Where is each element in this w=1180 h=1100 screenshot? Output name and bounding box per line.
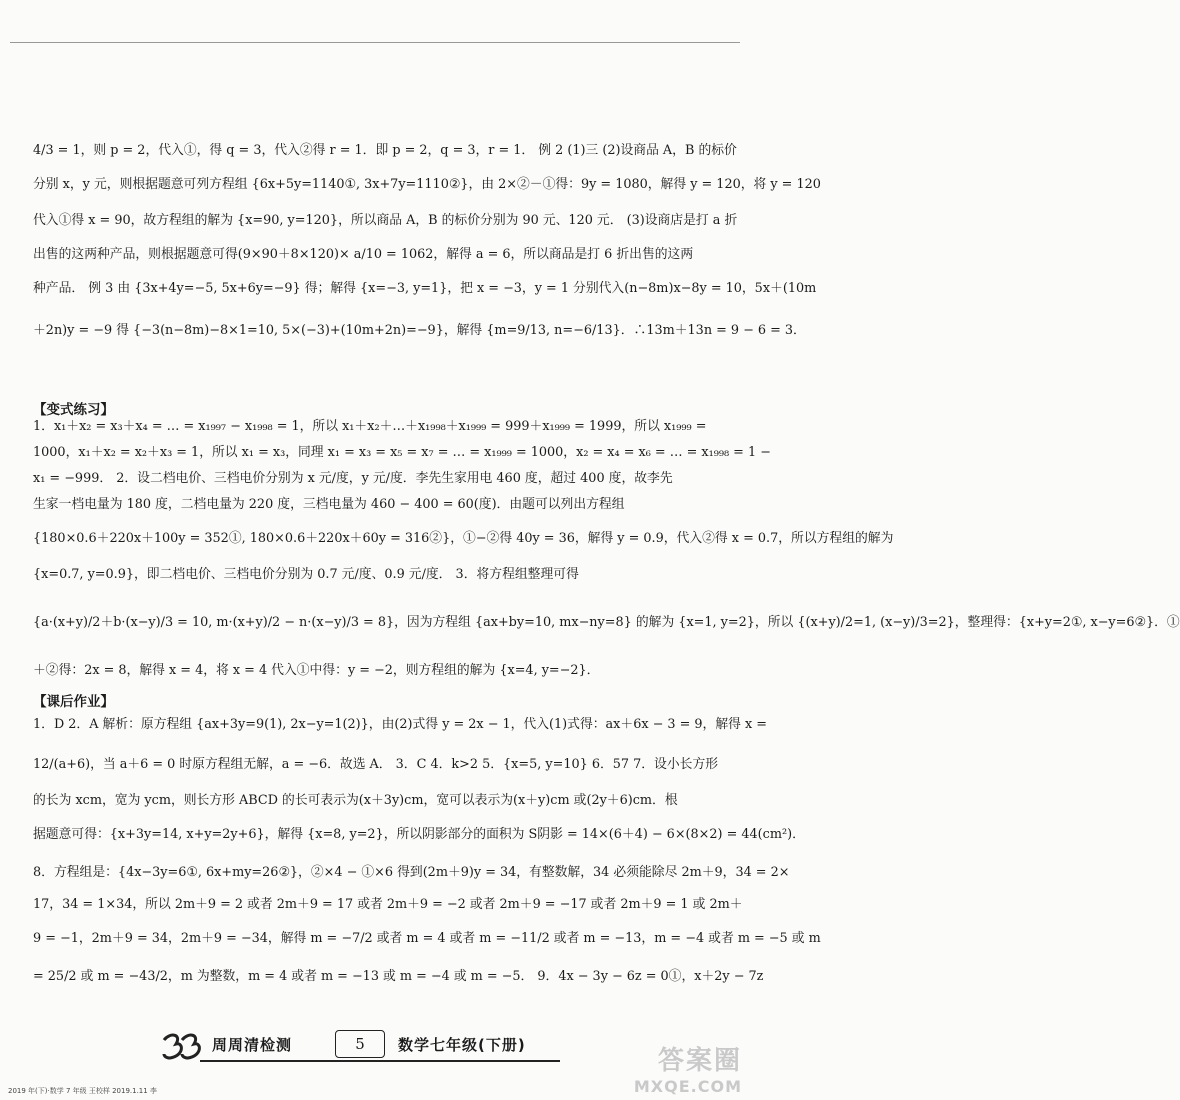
example-solutions: [33, 138, 821, 344]
text-line: = 25/2 或 m = −43/2，m 为整数，m = 4 或者 m = −13 或 m = −4 或 m = −5． 9．4x − 3y − 6z = 0①，x＋2y − 7z: [33, 969, 764, 984]
text-line: 生家一档电量为 180 度，二档电量为 220 度，三档电量为 460 − 400 = 60(度)．由题可以列出方程组: [33, 497, 625, 512]
footer-rule: [200, 1060, 560, 1062]
text-line: 17，34 = 1×34，所以 2m＋9 = 2 或者 2m＋9 = 17 或者 2m＋9 = −2 或者 2m＋9 = −17 或者 2m＋9 = 1 或 2m＋: [33, 897, 743, 912]
text-line: 种产品． 例 3 由 {3x+4y=−5, 5x+6y=−9} 得；解得 {x=−3, y=1}，把 x = −3，y = 1 分别代入(n−8m)x−8y = 10，5x＋(10m: [33, 281, 817, 296]
text-line: {x=0.7, y=0.9}，即二档电价、三档电价分别为 0.7 元/度、0.9 元/度． 3．将方程组整理可得: [33, 567, 579, 582]
series-logo-icon: [160, 1030, 208, 1062]
text-line: 分别 x，y 元，则根据题意可列方程组 {6x+5y=1140①, 3x+7y=1110②}，由 2×②－①得：9y = 1080，解得 y = 120，将 y = 120: [33, 177, 821, 192]
homework-answers: [33, 712, 821, 990]
text-line: 据题意可得：{x+3y=14, x+y=2y+6}，解得 {x=8, y=2}，所以阴影部分的面积为 S阴影 = 14×(6＋4) − 6×(8×2) = 44(cm²)．: [33, 827, 805, 842]
text-line: 1000，x₁＋x₂ = x₂＋x₃ = 1，所以 x₁ = x₃，同理 x₁ = x₃ = x₅ = x₇ = … = x₁₉₉₉ = 1000，x₂ = x₄ = x₆ = … = x₁₉₉₈ = 1 −: [33, 445, 771, 460]
page-number: 5: [335, 1030, 385, 1058]
text-line: 12/(a+6)，当 a＋6 = 0 时原方程组无解，a = −6．故选 A． 3．C 4．k>2 5．{x=5, y=10} 6．57 7．设小长方形: [33, 757, 719, 772]
variant-exercises: [33, 414, 1180, 684]
top-rule: [10, 42, 740, 43]
watermark-title: 答案圈: [657, 1046, 742, 1076]
text-line: 1．D 2．A 解析：原方程组 {ax+3y=9(1), 2x−y=1(2)}，由(2)式得 y = 2x − 1，代入(1)式得：ax＋6x − 3 = 9，解得 x =: [33, 717, 768, 732]
page-footer: [160, 1030, 560, 1062]
book-title: 数学七年级(下册): [398, 1036, 526, 1054]
print-metadata: 2019 年(下)·数学 7 年级 王校样 2019.1.11 李: [8, 1087, 157, 1095]
text-line: 9 = −1，2m＋9 = 34，2m＋9 = −34，解得 m = −7/2 或者 m = 4 或者 m = −11/2 或者 m = −13，m = −4 或者 m = −5 或 m: [33, 931, 821, 946]
text-line: 1．x₁＋x₂ = x₃＋x₄ = … = x₁₉₉₇ − x₁₉₉₈ = 1，所以 x₁＋x₂＋…＋x₁₉₉₈＋x₁₉₉₉ = 999＋x₁₉₉₉ = 1999，所以 x₁₉₉₉ =: [33, 419, 707, 434]
text-line: 出售的这两种产品，则根据题意可得(9×90＋8×120)× a/10 = 1062，解得 a = 6，所以商品是打 6 折出售的这两: [33, 247, 694, 262]
section-heading-homework: 【课后作业】: [33, 694, 114, 710]
text-line: 的长为 xcm，宽为 ycm，则长方形 ABCD 的长可表示为(x＋3y)cm，宽可以表示为(x＋y)cm 或(2y＋6)cm．根: [33, 793, 678, 808]
watermark-url: MXQE.COM: [633, 1077, 742, 1096]
section-heading-variant: 【变式练习】: [33, 402, 114, 418]
text-line: {a·(x+y)/2＋b·(x−y)/3 = 10, m·(x+y)/2 − n·(x−y)/3 = 8}，因为方程组 {ax+by=10, mx−ny=8} 的解为 {x=1, y=2}，所以 {(x+y)/2=1, (x−y)/3=2}，整理得：{x+y=2①, x−y=6②}．①: [33, 615, 1180, 630]
text-line: 8．方程组是：{4x−3y=6①, 6x+my=26②}，②×4 − ①×6 得到(2m＋9)y = 34，有整数解，34 必须能除尽 2m＋9，34 = 2×: [33, 865, 790, 880]
text-line: 代入①得 x = 90，故方程组的解为 {x=90, y=120}，所以商品 A，B 的标价分别为 90 元、120 元． (3)设商店是打 a 折: [33, 213, 738, 228]
text-line: ＋②得：2x = 8，解得 x = 4，将 x = 4 代入①中得：y = −2，则方程组的解为 {x=4, y=−2}．: [33, 663, 600, 678]
series-title: 周周清检测: [212, 1036, 293, 1054]
text-line: 4/3 = 1，则 p = 2，代入①，得 q = 3，代入②得 r = 1．即 p = 2，q = 3，r = 1． 例 2 (1)三 (2)设商品 A，B 的标价: [33, 143, 737, 158]
text-line: {180×0.6＋220x＋100y = 352①, 180×0.6＋220x＋60y = 316②}，①−②得 40y = 36，解得 y = 0.9，代入②得 x = 0.7，所以方程组的解为: [33, 531, 894, 546]
watermark: [634, 1040, 742, 1096]
text-line: x₁ = −999． 2．设二档电价、三档电价分别为 x 元/度，y 元/度．李先生家用电 460 度，超过 400 度，故李先: [33, 471, 673, 486]
text-line: ＋2n)y = −9 得 {−3(n−8m)−8×1=10, 5×(−3)+(10m+2n)=−9}，解得 {m=9/13, n=−6/13}．∴13m＋13n = 9 − 6 = 3．: [33, 323, 806, 338]
